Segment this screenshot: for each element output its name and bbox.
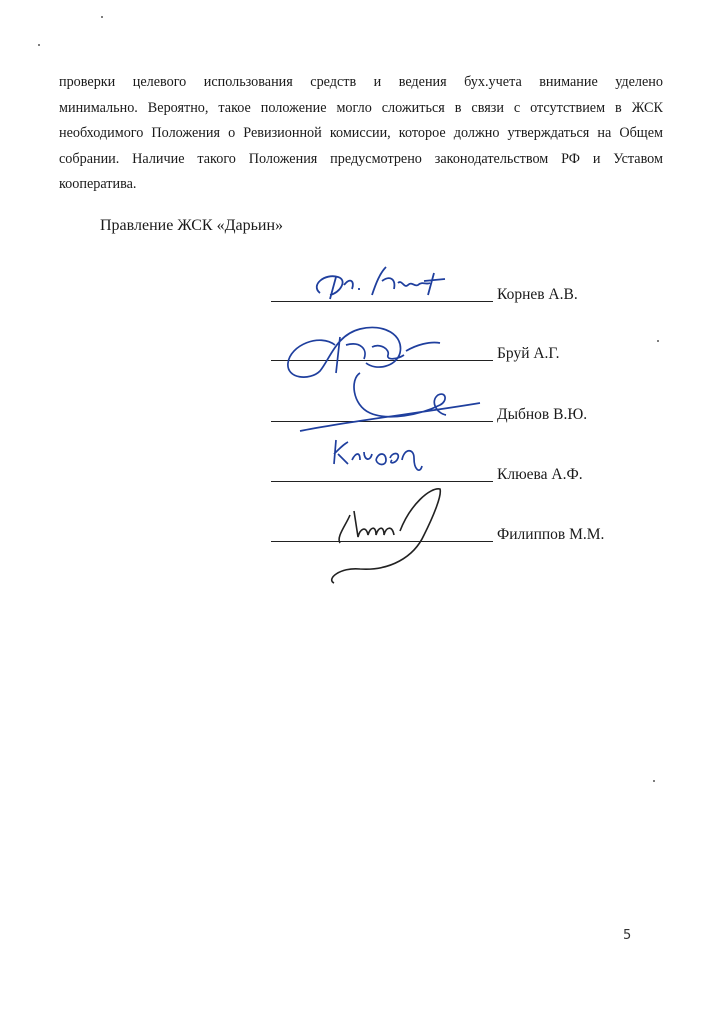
paragraph-line: необходимого Положения о Ревизионной комиссии, которое должно утверждаться на Общем <box>59 125 663 141</box>
paragraph-line: собрании. Наличие такого Положения предусмотрено законодательством РФ и Уставом <box>59 150 663 167</box>
signatory-name: Бруй А.Г. <box>497 345 560 362</box>
signatory-name: Дыбнов В.Ю. <box>497 406 588 423</box>
signature-dybnov <box>290 365 490 435</box>
signature-row-klyueva <box>271 464 631 484</box>
signatory-name: Клюева А.Ф. <box>497 466 583 483</box>
signature-kornev <box>300 255 490 305</box>
body-paragraph <box>59 70 663 198</box>
signatory-name: Филиппов М.М. <box>497 526 605 543</box>
scan-speck <box>101 16 103 18</box>
signature-line <box>271 481 493 482</box>
paragraph-line: минимально. Вероятно, такое положение могло сложиться в связи с отсутствием в ЖСК <box>59 99 663 116</box>
paragraph-line: кооператива. <box>59 176 137 192</box>
signature-filippov <box>310 485 470 585</box>
scan-speck <box>657 340 659 342</box>
page-number: 5 <box>623 928 632 943</box>
signature-klyueva <box>330 430 440 480</box>
scan-speck <box>653 780 655 782</box>
scan-speck <box>38 44 40 46</box>
signatory-name: Корнев А.В. <box>497 286 578 303</box>
board-heading: Правление ЖСК «Дарьин» <box>100 217 284 234</box>
paragraph-line: проверки целевого использования средств и ведения бух.учета внимание уделено <box>59 74 663 90</box>
